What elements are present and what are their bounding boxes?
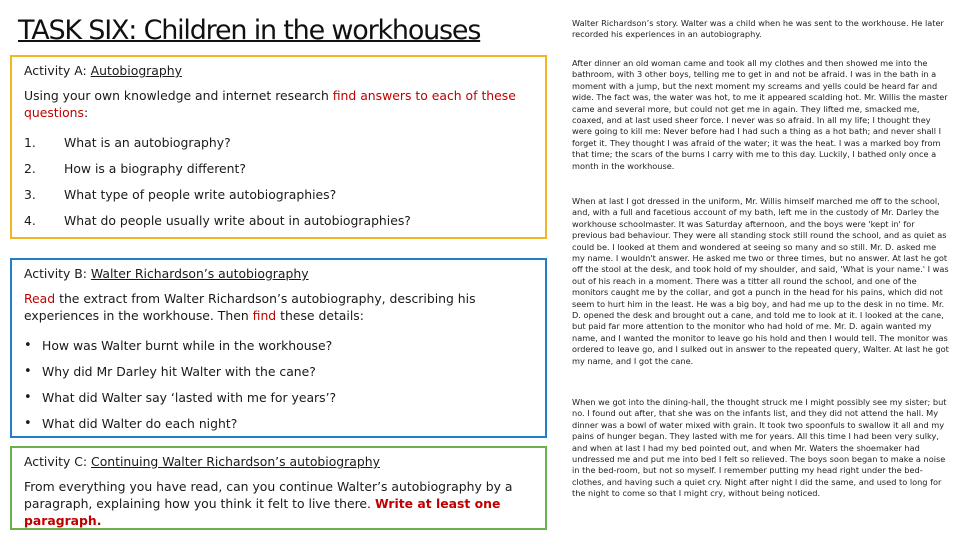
list-item: • What did Walter do each night? [24, 410, 537, 436]
read-highlight: Read [24, 291, 56, 306]
activity-b-heading [24, 265, 537, 282]
extract-intro: Walter Richardson’s story. Walter was a child when he was sent to the workhouse. He later recorded his experiences in an autobiography. [572, 18, 944, 40]
activity-a-heading [24, 62, 537, 79]
extract-paragraph-3: When we got into the dining-hall, the thought struck me I might possibly see my sister; but no. I found out after, that she was on the infants list, and they did not attend the hall. My dinner was a bowl of water mixed with grain. It took two spoonfuls to swallow it all and my pains of hunger began. They lasted with me for years. All this time I had been very sulky, and when at last I had my bed pointed out, and when Mr. Waters the shoemaker had undressed me and put me into bed I felt so relieved. The boys soon began to make a noise in the bed-room, but not so myself. I remember putting my head right under the bed-clothes, and having such a quiet cry. Night after night I did the same, and used to long for the night to come so that I might cry, without being noticed. [572, 397, 947, 499]
activity-a-title: Autobiography [90, 63, 182, 78]
list-item: • How was Walter burnt while in the workhouse? [24, 332, 537, 358]
activity-c-heading [24, 453, 537, 470]
activity-a-box [10, 55, 547, 239]
instruction-highlight: find answers to each of these questions [24, 88, 516, 120]
activity-c-label: Activity C: [24, 454, 92, 469]
page-title: TASK SIX: Children in the workhouses [18, 15, 481, 46]
instruction-colon: : [84, 105, 89, 120]
activity-b-label: Activity B: [24, 266, 91, 281]
list-item: • Why did Mr Darley hit Walter with the cane? [24, 358, 537, 384]
extract-paragraph-1: After dinner an old woman came and took all my clothes and then showed me into the bathroom, with 3 other boys, telling me to get in and not be afraid. I was in the bath in a moment with a jump, but the next moment my screams and yells could be heard far and wide. The fact was, the water was hot, to me it appeared scalding hot. Mr. Willis the master came and several more, but could not get me in again. They lifted me, smacked me, coaxed, and at last used sheer force. I never was so afraid. In all my life; I thought they were going to kill me: Never before had I had such a thing as a hot bath; and never shall I forget it. They thought I was afraid of the water; it was the heat. I was a marked boy from that time; the scars of the burns I carry with me to this day. Luckily, I bathed only once a month in the workhouse. [572, 58, 948, 171]
question-item [24, 155, 537, 181]
question-text: What is an autobiography? [64, 134, 231, 150]
question-number: 2. [24, 160, 36, 176]
activity-a-instruction [24, 87, 537, 121]
question-item [24, 129, 537, 155]
activity-b-title: Walter Richardson’s autobiography [90, 266, 309, 281]
find-highlight: find [252, 308, 277, 323]
question-number: 3. [24, 186, 36, 202]
instruction-text: From everything you have read, can you continue Walter’s autobiography by a paragraph, explaining how you think it felt to live there. [24, 479, 513, 511]
extract-paragraph-2: When at last I got dressed in the uniform, Mr. Willis himself marched me off to the school, and, with a full and facetious account of my bath, left me in the custody of Mr. Darley the workhouse schoolmaster. It was Saturday afternoon, and the boys were 'kept in' for previous bad behaviour. They were all standing stock still round the school, and as quiet as could be. I looked at them and wondered at seeing so many and so still. Mr. D. asked me my name. I wouldn't answer. He asked me two or three times, but no answer. At last he got off the stool at the desk, and took hold of my shoulder, and said, 'What is your name.' I was out of his reach in a moment. There was a titter all round the school, and one of the monitors caught me by the collar, and got a punch in the head for his pains, which did not seem to hurt him in the least. He was a big boy, and had me up to the desk in no time. Mr. D. opened the desk and brought out a cane, and told me to look at it. I looked at the cane, but paid far more attention to the monitor who had hold of me. Mr. D. again wanted my name, and I wanted the monitor to leave go his hold and then I would tell. The monitor was ordered to leave go, and I sulked out in answer to the repeated query, Walter. At last he got my name, and I got the cane. [572, 196, 949, 366]
list-item: • What did Walter say ‘lasted with me for years’? [24, 384, 537, 410]
question-text: What type of people write autobiographies? [64, 186, 337, 202]
question-text: How is a biography different? [64, 160, 246, 176]
question-number: 4. [24, 212, 36, 228]
activity-c-instruction [24, 478, 537, 529]
question-number: 1. [24, 134, 36, 150]
question-item [24, 207, 537, 233]
instruction-highlight: Write at least one paragraph. [24, 496, 501, 528]
activity-b-instruction [24, 290, 537, 324]
instruction-text: Using your own knowledge and internet research [24, 88, 333, 103]
instruction-text: the extract from Walter Richardson’s autobiography, describing his experiences in the workhouse. Then [24, 291, 476, 323]
activity-c-title: Continuing Walter Richardson’s autobiography [91, 454, 380, 469]
question-list [24, 129, 537, 233]
detail-list [24, 332, 537, 436]
question-item [24, 181, 537, 207]
activity-c-box [10, 446, 547, 530]
activity-a-label: Activity A: [24, 63, 91, 78]
instruction-end: these details: [276, 308, 364, 323]
question-text: What do people usually write about in autobiographies? [64, 212, 411, 228]
activity-b-box [10, 258, 547, 438]
